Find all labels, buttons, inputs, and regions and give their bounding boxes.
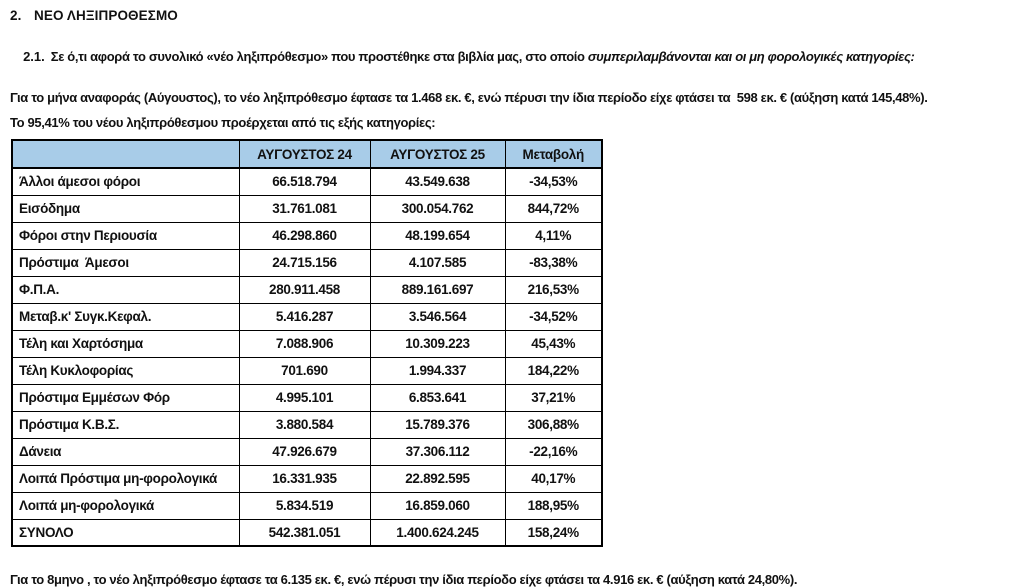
august-24-value-cell: 46.298.860	[239, 222, 370, 249]
table-header-row	[12, 140, 602, 168]
table-row	[12, 303, 602, 330]
august-25-value-cell: 15.789.376	[370, 411, 505, 438]
august-24-value-cell: 16.331.935	[239, 465, 370, 492]
august-25-value-cell: 37.306.112	[370, 438, 505, 465]
paragraph-2-1-text: Σε ό,τι αφορά το συνολικό «νέο ληξιπρόθεσμο» που προστέθηκε στα βιβλία μας, στο οποίο	[50, 49, 588, 64]
august-25-value-cell: 889.161.697	[370, 276, 505, 303]
august-24-value-cell: 701.690	[239, 357, 370, 384]
table-row	[12, 492, 602, 519]
august-25-value-cell: 48.199.654	[370, 222, 505, 249]
table-body	[12, 168, 602, 546]
table-row	[12, 276, 602, 303]
category-label-cell: Δάνεια	[12, 438, 239, 465]
table-row	[12, 168, 602, 195]
august-24-value-cell: 5.834.519	[239, 492, 370, 519]
august-25-value-cell: 3.546.564	[370, 303, 505, 330]
change-value-cell: 844,72%	[505, 195, 602, 222]
table-row	[12, 249, 602, 276]
section-number: 2.	[10, 8, 22, 23]
table-row	[12, 519, 602, 546]
category-label-cell: Μεταβ.κ' Συγκ.Κεφαλ.	[12, 303, 239, 330]
change-value-cell: 306,88%	[505, 411, 602, 438]
august-25-value-cell: 1.994.337	[370, 357, 505, 384]
paragraph-2-1	[10, 33, 1014, 81]
category-label-cell: Τέλη Κυκλοφορίας	[12, 357, 239, 384]
august-24-value-cell: 3.880.584	[239, 411, 370, 438]
header-cell-empty	[12, 140, 239, 168]
category-label-cell: Λοιπά μη-φορολογικά	[12, 492, 239, 519]
paragraph-eight-month: Για το 8μηνο , το νέο ληξιπρόθεσμο έφτασε τα 6.135 εκ. €, ενώ πέρυσι την ίδια περίοδο είχε φτάσει τα 4.916 εκ. € (αύξηση κατά 24,80%).	[10, 572, 798, 587]
change-value-cell: 4,11%	[505, 222, 602, 249]
table-row	[12, 411, 602, 438]
august-24-value-cell: 7.088.906	[239, 330, 370, 357]
change-value-cell: 216,53%	[505, 276, 602, 303]
change-value-cell: 158,24%	[505, 519, 602, 546]
change-value-cell: 37,21%	[505, 384, 602, 411]
category-label-cell: Πρόστιμα Κ.Β.Σ.	[12, 411, 239, 438]
table-row	[12, 195, 602, 222]
change-value-cell: -83,38%	[505, 249, 602, 276]
table-row	[12, 465, 602, 492]
august-24-value-cell: 4.995.101	[239, 384, 370, 411]
paragraph-categories-intro: Το 95,41% του νέου ληξιπρόθεσμου προέρχεται από τις εξής κατηγορίες:	[10, 115, 436, 130]
august-24-value-cell: 280.911.458	[239, 276, 370, 303]
category-label-cell: Πρόστιμα Εμμέσων Φόρ	[12, 384, 239, 411]
august-24-value-cell: 5.416.287	[239, 303, 370, 330]
august-24-value-cell: 66.518.794	[239, 168, 370, 195]
header-cell-august-25: ΑΥΓΟΥΣΤΟΣ 25	[370, 140, 505, 168]
category-label-cell: Λοιπά Πρόστιμα μη-φορολογικά	[12, 465, 239, 492]
august-25-value-cell: 1.400.624.245	[370, 519, 505, 546]
change-value-cell: 40,17%	[505, 465, 602, 492]
category-label-cell: Εισόδημα	[12, 195, 239, 222]
table-row	[12, 438, 602, 465]
august-25-value-cell: 10.309.223	[370, 330, 505, 357]
category-label-cell: ΣΥΝΟΛΟ	[12, 519, 239, 546]
section-heading	[10, 8, 1014, 24]
august-24-value-cell: 31.761.081	[239, 195, 370, 222]
overdue-debt-table	[11, 139, 603, 547]
section-title: ΝΕΟ ΛΗΞΙΠΡΟΘΕΣΜΟ	[34, 8, 178, 23]
category-label-cell: Άλλοι άμεσοι φόροι	[12, 168, 239, 195]
august-24-value-cell: 542.381.051	[239, 519, 370, 546]
august-25-value-cell: 6.853.641	[370, 384, 505, 411]
august-25-value-cell: 300.054.762	[370, 195, 505, 222]
paragraph-month-report: Για το μήνα αναφοράς (Αύγουστος), το νέο ληξιπρόθεσμο έφτασε τα 1.468 εκ. €, ενώ πέρυσι την ίδια περίοδο είχε φτάσει τα 598 εκ. € (αύξηση κατά 145,48%).	[10, 90, 928, 105]
august-25-value-cell: 22.892.595	[370, 465, 505, 492]
change-value-cell: 188,95%	[505, 492, 602, 519]
august-24-value-cell: 24.715.156	[239, 249, 370, 276]
table-header	[12, 140, 602, 168]
table-row	[12, 330, 602, 357]
table-row	[12, 384, 602, 411]
change-value-cell: -34,53%	[505, 168, 602, 195]
table-row	[12, 222, 602, 249]
august-25-value-cell: 43.549.638	[370, 168, 505, 195]
paragraph-2-1-italic-text: συμπεριλαμβάνονται και οι μη φορολογικές κατηγορίες:	[587, 49, 915, 64]
change-value-cell: -34,52%	[505, 303, 602, 330]
change-value-cell: 184,22%	[505, 357, 602, 384]
header-cell-change: Μεταβολή	[505, 140, 602, 168]
august-25-value-cell: 4.107.585	[370, 249, 505, 276]
table-row	[12, 357, 602, 384]
change-value-cell: 45,43%	[505, 330, 602, 357]
august-24-value-cell: 47.926.679	[239, 438, 370, 465]
category-label-cell: Τέλη και Χαρτόσημα	[12, 330, 239, 357]
category-label-cell: Φ.Π.Α.	[12, 276, 239, 303]
category-label-cell: Πρόστιμα Άμεσοι	[12, 249, 239, 276]
change-value-cell: -22,16%	[505, 438, 602, 465]
august-25-value-cell: 16.859.060	[370, 492, 505, 519]
header-cell-august-24: ΑΥΓΟΥΣΤΟΣ 24	[239, 140, 370, 168]
paragraph-2-1-number: 2.1.	[23, 49, 45, 64]
category-label-cell: Φόροι στην Περιουσία	[12, 222, 239, 249]
